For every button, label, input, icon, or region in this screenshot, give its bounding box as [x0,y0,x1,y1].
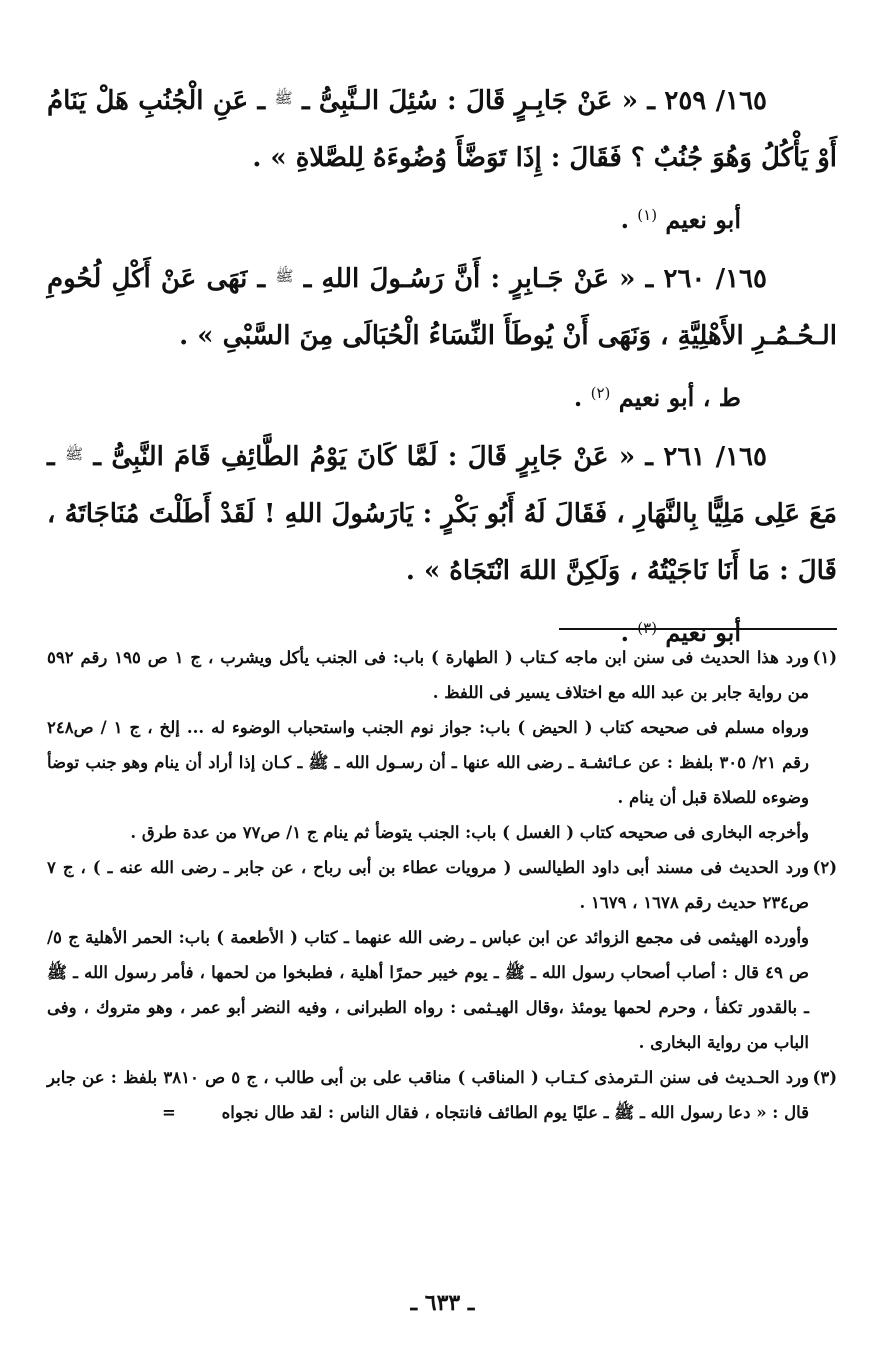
footnotes [47,640,837,1130]
source-text: أبو نعيم [665,618,741,647]
footnote-number: (١) [812,648,837,667]
footnote-number: (٢) [812,858,837,877]
hadith-body [47,70,837,661]
footnote-1-para-3: وأخرجه البخارى فى صحيحه كتاب ( الغسل ) باب: الجنب يتوضأ ثم ينام ج ١/ ص٧٧ من عدة طرق . [130,823,809,842]
hadith-259 [47,70,837,187]
footnote-text: ورد الحـديث فى سنن الـترمذى كـتـاب ( المناقب ) مناقب على بن أبى طالب ، ج ٥ ص ٣٨١٠ بلفظ : عن جابر قال : « دعا رسول الله ـ ﷺ ـ عليًا يوم الطائف فانتجاه ، فقال الناس : لقد طال نجواه [47,1068,810,1122]
hadith-text-before: « عَنْ جَابِـرٍ قَالَ : سُئِلَ الـنَّبِىُّ ـ [301,86,639,116]
hadith-number: ١٦٥/ ٢٦١ ـ [645,442,767,472]
hadith-260 [47,248,837,365]
continuation-mark: = [162,1103,176,1122]
footnote-number: (٣) [812,1068,837,1087]
footnote-divider [559,628,837,630]
hadith-text-before: « عَنْ جَابِرٍ قَالَ : لَمَّا كَانَ يَوْمُ الطَّائِفِ قَامَ النَّبِىُّ ـ [93,442,636,472]
footnote-1-para-2: ورواه مسلم فى صحيحه كتاب ( الحيض ) باب: جواز نوم الجنب واستحباب الوضوء له ... إلخ ، ج ١ / ص٢٤٨ رقم ٢١/ ٣٠٥ بلفظ : عن عـائشـة ـ رضى الله عنها ـ أن رسـول الله ـ ﷺ ـ كـان إذا أراد أن ينام وهو جنب توضأ وضوءه للصلاة قبل أن ينام . [47,718,809,807]
footnote-ref[interactable]: (٣) [637,619,658,637]
salutation-glyph: ﷺ [274,89,293,107]
hadith-text-before: « عَنْ جَـابِرٍ : أَنَّ رَسُـولَ اللهِ ـ [303,264,636,294]
hadith-text-after: ـ نَهَى عَنْ أَكْلِ لُحُومِ الـحُـمُـرِ الأَهْلِيَّةِ ، وَنَهَى أَنْ يُوطَأَ النِّسَاءُ الْحُبَالَى مِنَ السَّبْىِ » . [47,264,837,351]
source-end: . [573,383,583,412]
footnote-3 [47,1060,837,1130]
footnote-ref[interactable]: (٢) [590,384,611,402]
footnote-1 [47,640,837,710]
source-259 [47,187,837,248]
source-text: أبو نعيم [665,205,741,234]
source-end: . [620,205,629,234]
hadith-text-after: ـ مَعَ عَلِى مَلِيًّا بِالنَّهَارِ ، فَقَالَ لَهُ أَبُو بَكْرٍ : يَارَسُولَ اللهِ ! لَقَدْ أَطَلْتَ مُنَاجَاتَهُ ، قَالَ : مَا أَنَا نَاجَيْتُهُ ، وَلَكِنَّ اللهَ انْتَجَاهُ » . [47,442,837,586]
footnote-ref[interactable]: (١) [637,206,658,224]
hadith-number: ١٦٥/ ٢٦٠ ـ [645,264,767,294]
hadith-number: ١٦٥/ ٢٥٩ ـ [647,86,768,116]
page-number: ـ ٦٣٣ ـ [410,1290,475,1316]
source-text: ط ، أبو نعيم [618,383,741,412]
footnote-2 [47,850,837,920]
salutation-glyph: ﷺ [64,445,84,463]
hadith-text-after: ـ عَنِ الْجُنُبِ هَلْ يَنَامُ أَوْ يَأْكُلُ وَهُوَ جُنُبٌ ؟ فَقَالَ : إِذَا تَوَضَّأَ وُضُوءَهُ لِلصَّلاةِ » . [47,86,837,173]
salutation-glyph: ﷺ [275,267,294,285]
source-260 [47,365,837,426]
hadith-261 [47,426,837,600]
footnote-text: ورد الحديث فى مسند أبى داود الطيالسى ( مرويات عطاء بن أبى رباح ، عن جابر ـ رضى الله عنه ـ ) ، ج ٧ ص٢٣٤ حديث رقم ١٦٧٨ ، ١٦٧٩ . [47,858,809,912]
source-end: . [620,618,629,647]
footnote-text: ورد هذا الحديث فى سنن ابن ماجه كـتاب ( الطهارة ) باب: فى الجنب يأكل ويشرب ، ج ١ ص ١٩٥ رقم ٥٩٢ من رواية جابر بن عبد الله مع اختلاف يسير فى اللفظ . [47,648,809,702]
footnote-2-para-2: وأورده الهيثمى فى مجمع الزوائد عن ابن عباس ـ رضى الله عنهما ـ كتاب ( الأطعمة ) باب: الحمر الأهلية ج ٥/ ص ٤٩ قال : أصاب أصحاب رسول الله ـ ﷺ ـ يوم خيبر حمرًا أهلية ، فطبخوا من لحمها ، فأمر رسول الله ـ ﷺ ـ بالقدور تكفأ ، وحرم لحمها يومئذ ،وقال الهيـثمى : رواه الطبرانى ، وفيه النضر أبو عمر ، وهو متروك ، وفى الباب من رواية البخارى . [47,928,809,1052]
